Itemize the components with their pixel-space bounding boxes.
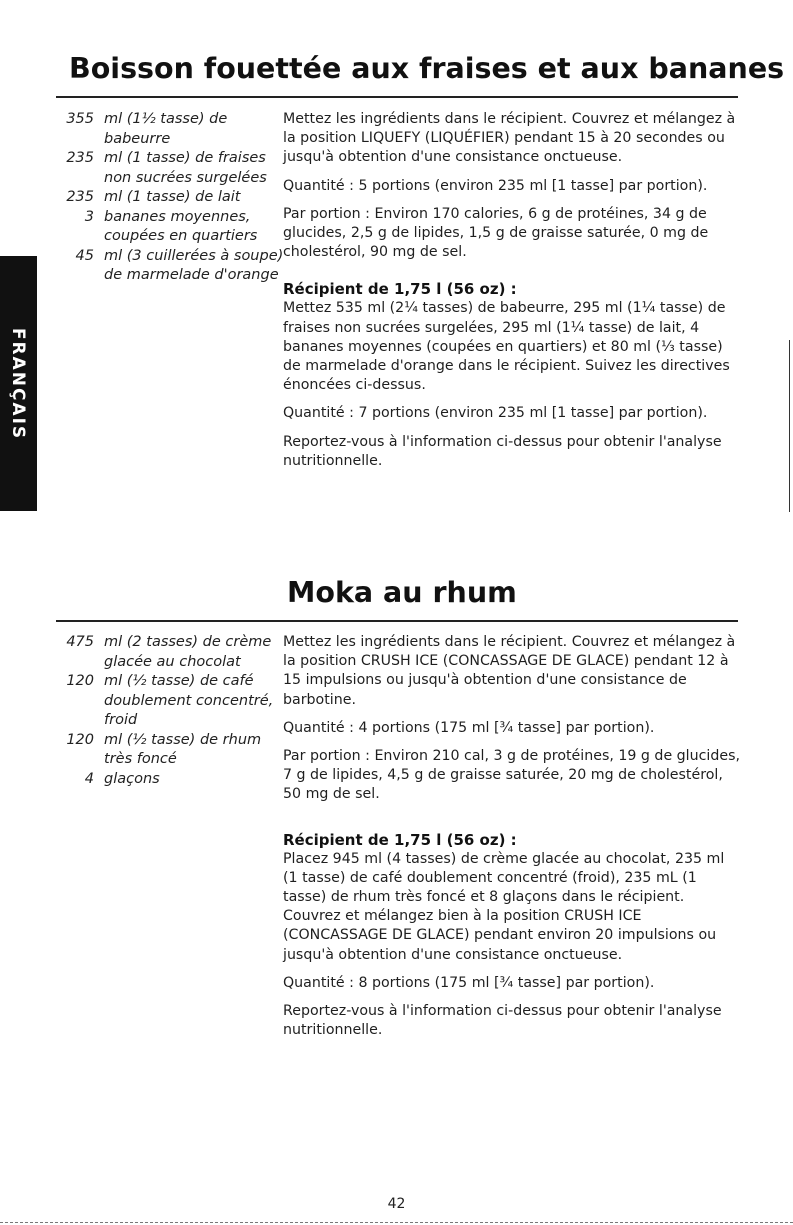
ingredient-qty: 3 — [84, 208, 94, 225]
ingredient-text: ml (1 tasse) de lait — [104, 189, 241, 205]
ingredient-item — [58, 247, 288, 286]
ingredient-qty: 475 — [66, 634, 94, 650]
recipe2-large-instructions: Placez 945 ml (4 tasses) de crème glacée au chocolat, 235 ml (1 tasse) de café doublement concentré (froid), 235 mL (1 tasse) de rhum très foncé et 8 glaçons dans le récipient. Couvrez et mélangez bien à la position CRUSH ICE (CONCASSAGE DE GLACE) pendant environ 20 impulsions ou jusqu'à obtention d'une consistance onctueuse. — [283, 850, 725, 963]
recipe2-yield: Quantité : 4 portions (175 ml [¾ tasse] par portion). — [283, 719, 655, 736]
recipe1-large-note: Reportez-vous à l'information ci-dessus pour obtenir l'analyse nutritionnelle. — [283, 433, 722, 469]
recipe2-large-yield: Quantité : 8 portions (175 ml [¾ tasse] par portion). — [283, 974, 655, 991]
recipe2-title: Moka au rhum — [287, 576, 517, 609]
recipe2-large-heading: Récipient de 1,75 l (56 oz) : — [283, 830, 517, 849]
ingredient-text: ml (1 tasse) de fraises non sucrées surgelées — [104, 150, 267, 186]
recipe1-title-rule — [56, 96, 738, 98]
ingredient-item — [58, 188, 288, 208]
ingredient-qty: 4 — [84, 770, 94, 787]
ingredient-item — [58, 110, 288, 149]
recipe2-instructions: Mettez les ingrédients dans le récipient. Couvrez et mélangez à la position CRUSH ICE (CONCASSAGE DE GLACE) pendant 12 à 15 impulsions ou jusqu'à obtention d'une consistance de barbotine. — [283, 634, 736, 708]
recipe1-large-instructions: Mettez 535 ml (2¼ tasses) de babeurre, 295 ml (1¼ tasse) de fraises non sucrées surgelées, 295 ml (1¼ tasse) de lait, 4 bananes moyennes (coupées en quartiers) et 80 ml (⅓ tasse) de marmelade d'orange dans le récipient. Suivez les directives énoncées ci-dessus. — [283, 300, 730, 394]
ingredient-text: ml (½ tasse) de café doublement concentré, froid — [104, 673, 274, 728]
ingredient-item — [58, 672, 288, 731]
language-label: FRANÇAIS — [8, 327, 28, 441]
ingredient-qty: 235 — [66, 189, 94, 205]
recipe2-ingredient-list — [58, 633, 288, 789]
page-number: 42 — [387, 1196, 406, 1212]
ingredient-text: ml (3 cuillerées à soupe) de marmelade d'orange — [104, 247, 284, 283]
recipe2-title-rule — [56, 620, 738, 622]
page-edge-line — [789, 340, 790, 512]
ingredient-item — [58, 208, 288, 247]
ingredient-qty: 45 — [75, 247, 94, 264]
recipe1-instructions: Mettez les ingrédients dans le récipient. Couvrez et mélangez à la position LIQUEFY (LIQUÉFIER) pendant 15 à 20 secondes ou jusqu'à obtention d'une consistance onctueuse. — [283, 111, 736, 166]
recipe1-large-heading: Récipient de 1,75 l (56 oz) : — [283, 280, 517, 299]
ingredient-text: ml (2 tasses) de crème glacée au chocolat — [104, 634, 272, 670]
ingredient-text: bananes moyennes, coupées en quartiers — [104, 208, 258, 244]
ingredient-qty: 355 — [66, 111, 94, 127]
recipe1-nutrition: Par portion : Environ 170 calories, 6 g de protéines, 34 g de glucides, 2,5 g de lipides, 1,5 g de graisse saturée, 0 mg de cholestérol, 90 mg de sel. — [283, 205, 709, 261]
ingredient-item — [58, 633, 288, 672]
ingredient-text: ml (½ tasse) de rhum très foncé — [104, 731, 262, 767]
recipe2-nutrition: Par portion : Environ 210 cal, 3 g de protéines, 19 g de glucides, 7 g de lipides, 4,5 g de graisse saturée, 20 mg de cholestérol, 50 mg de sel. — [283, 748, 740, 803]
ingredient-qty: 235 — [66, 150, 94, 166]
recipe2-method — [283, 633, 743, 1049]
recipe1-title: Boisson fouettée aux fraises et aux bananes — [69, 52, 785, 85]
ingredient-text: ml (1½ tasse) de babeurre — [104, 111, 228, 147]
recipe1-ingredient-list — [58, 110, 288, 286]
ingredient-qty: 120 — [66, 731, 94, 748]
ingredient-qty: 120 — [66, 673, 94, 689]
ingredient-item — [58, 149, 288, 188]
recipe2-large-note: Reportez-vous à l'information ci-dessus pour obtenir l'analyse nutritionnelle. — [283, 1003, 722, 1039]
ingredient-item — [58, 731, 288, 770]
recipe1-method — [283, 110, 743, 480]
page-bottom-line — [0, 1222, 793, 1223]
recipe1-yield: Quantité : 5 portions (environ 235 ml [1 tasse] par portion). — [283, 177, 708, 194]
ingredient-item — [58, 770, 288, 790]
recipe1-large-yield: Quantité : 7 portions (environ 235 ml [1 tasse] par portion). — [283, 405, 708, 422]
ingredient-text: glaçons — [104, 770, 160, 787]
language-tab — [0, 256, 37, 511]
